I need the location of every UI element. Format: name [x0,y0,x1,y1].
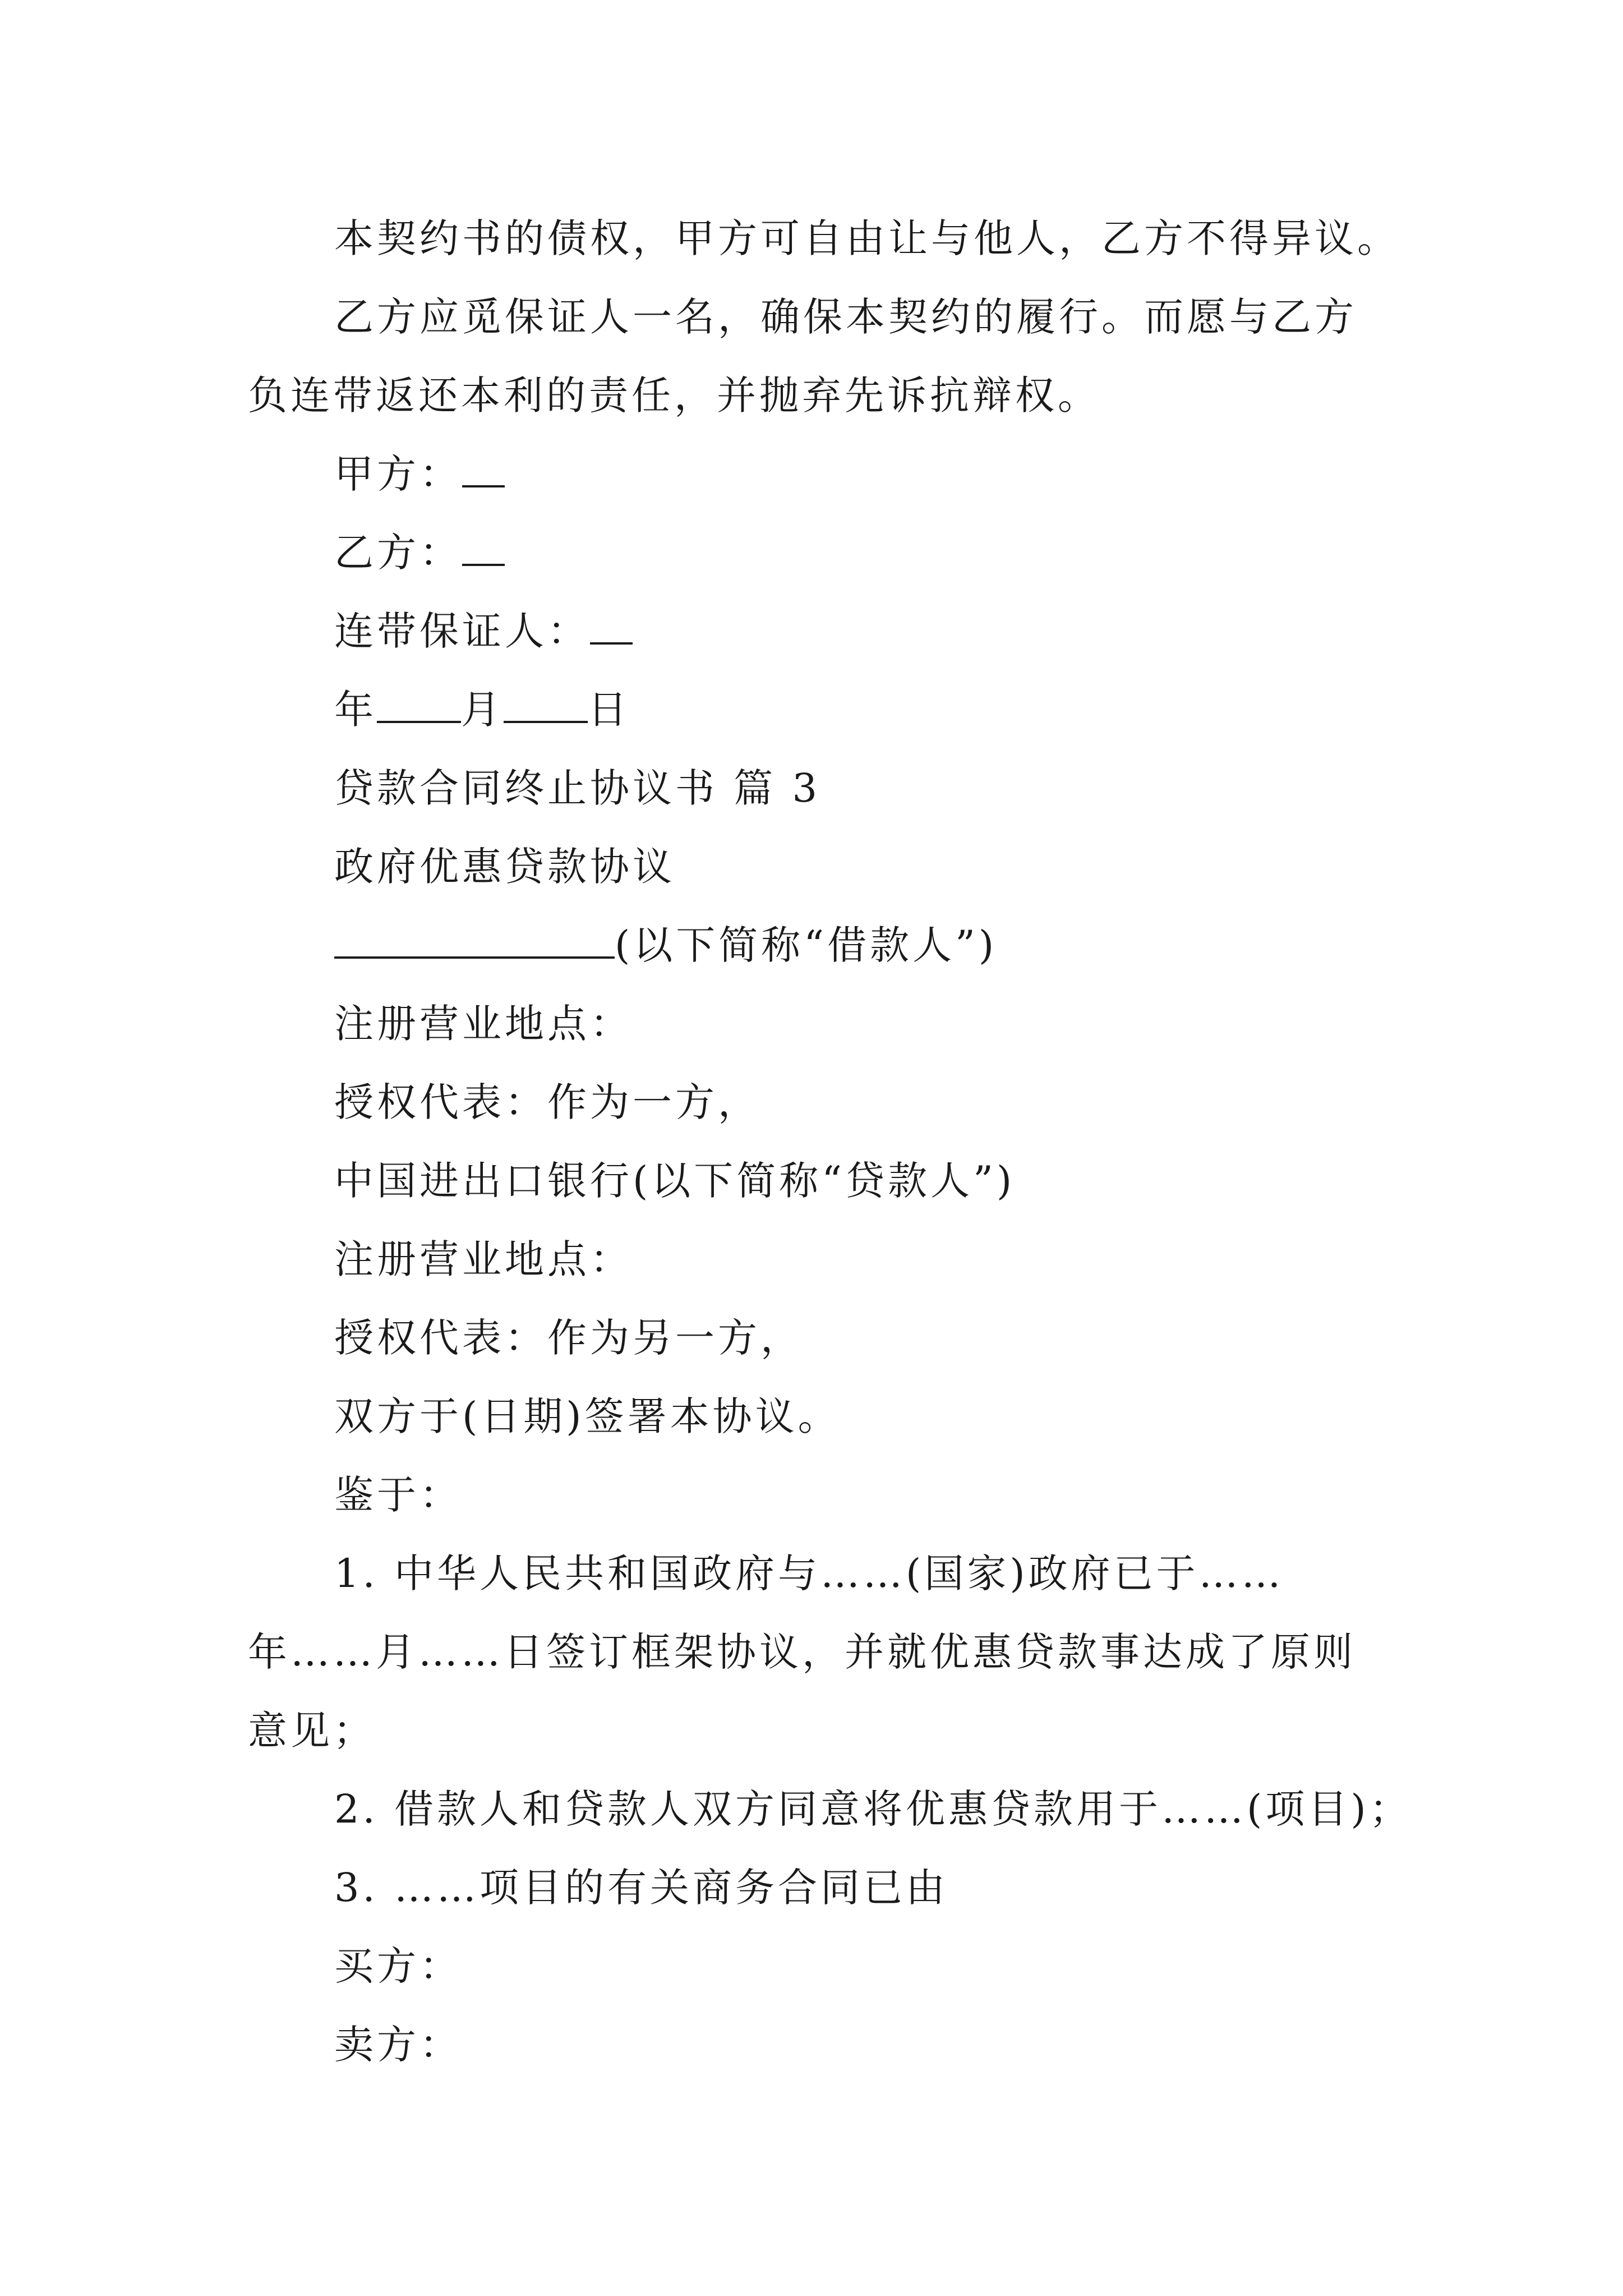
date-month-label: 月 [461,687,504,733]
date-line [334,687,630,732]
party-b-label: 乙方： [334,530,462,576]
party-a-line [334,452,505,496]
agreement-title: 政府优惠贷款协议 [334,844,675,890]
clause-3: 3. ……项目的有关商务合同已由 [334,1865,949,1911]
whereas-heading: 鉴于： [334,1472,462,1518]
party-a-blank [462,455,505,487]
date-day-label: 日 [588,687,630,733]
borrower-address: 注册营业地点： [334,1001,633,1047]
date-month-blank [377,691,461,723]
borrower-name-blank [334,926,615,959]
party-a-label: 甲方： [334,451,462,497]
date-year-label: 年 [334,687,377,733]
paragraph-guarantor-continued: 负连带返还本利的责任，并抛弃先诉抗辩权。 [248,372,1100,418]
borrower-label: (以下简称“借款人”) [615,922,998,968]
lender-line: 中国进出口银行(以下简称“贷款人”) [334,1158,1016,1204]
borrower-line [334,923,997,968]
lender-representative: 授权代表：作为另一方， [334,1315,803,1361]
party-b-blank [462,533,505,566]
clause-2: 2. 借款人和贷款人双方同意将优惠贷款用于……(项目)； [334,1786,1412,1832]
joint-guarantor-label: 连带保证人： [334,608,590,654]
borrower-representative: 授权代表：作为一方， [334,1079,760,1125]
seller-label: 卖方： [334,2022,462,2068]
date-day-blank [504,691,588,723]
paragraph-guarantor: 乙方应觅保证人一名，确保本契约的履行。而愿与乙方 [334,294,1357,340]
buyer-label: 买方： [334,1943,462,1989]
party-b-line [334,530,505,575]
paragraph-transfer-right: 本契约书的债权，甲方可自由让与他人，乙方不得异议。 [334,215,1400,261]
clause-1: 1. 中华人民共和国政府与……(国家)政府已于…… [334,1550,1284,1596]
clause-1-end: 意见； [248,1708,376,1754]
clause-1-continued: 年……月……日签订框架协议，并就优惠贷款事达成了原则 [248,1629,1356,1675]
joint-guarantor-blank [590,612,633,645]
joint-guarantor-line [334,609,633,654]
section-heading: 贷款合同终止协议书 篇 3 [334,765,821,811]
signing-statement: 双方于(日期)签署本协议。 [334,1393,841,1439]
lender-address: 注册营业地点： [334,1236,633,1282]
